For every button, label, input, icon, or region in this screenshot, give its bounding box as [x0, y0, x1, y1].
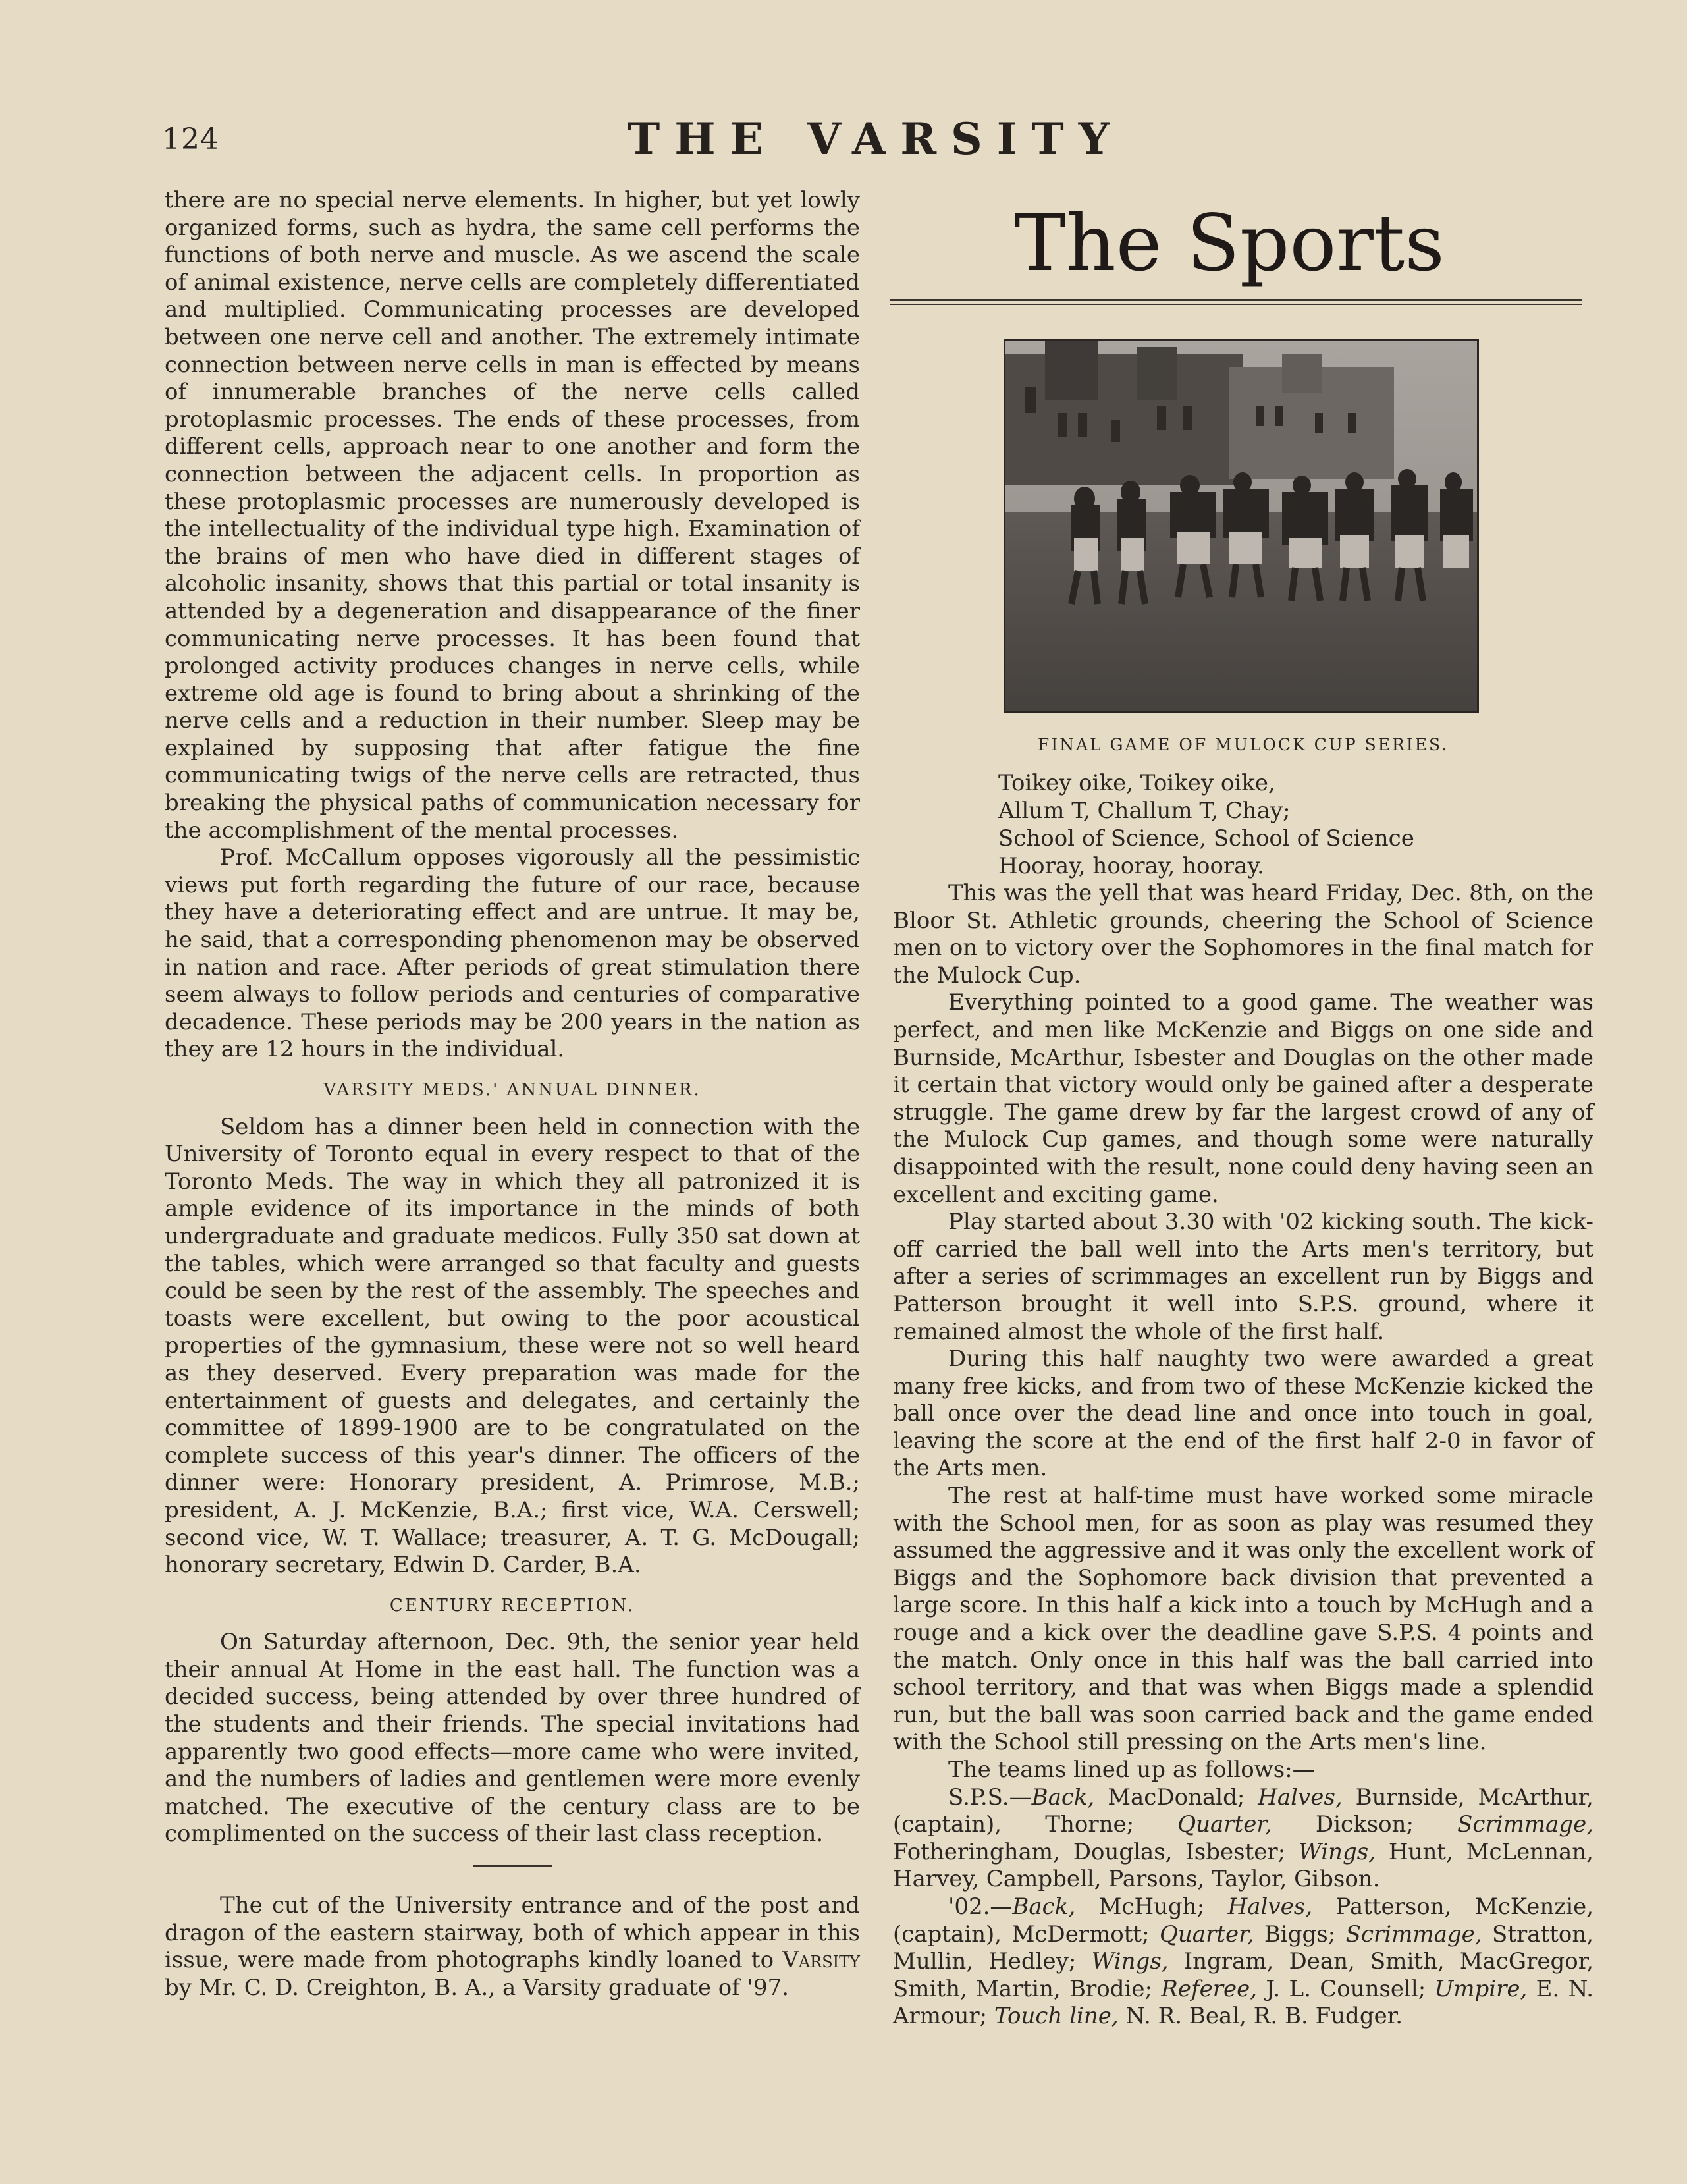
yell-line: Allum T, Challum T, Chay;	[998, 798, 1291, 824]
official-names: N. R. Beal, R. B. Fudger.	[1125, 2003, 1403, 2030]
position-label: Wings,	[1298, 1838, 1376, 1865]
o2-lineup	[893, 1894, 1593, 2031]
player-names: Fotheringham, Douglas, Isbester;	[893, 1838, 1286, 1865]
position-label: Scrimmage,	[1345, 1921, 1482, 1948]
player-names: Stratton, Mullin, Hedley;	[893, 1921, 1594, 1975]
article-paragraph: The rest at half-time must have worked some miracle with the School men, for as soon as play was resumed they assumed the aggressive and it was only the excellent work of Biggs and the Sophomore back division that prevented a large score. In this half a kick into a touch by McHugh and a rouge and a kick over the deadline gave S.P.S. 4 points and the match. Only once in this half was the ball carried into school territory, and that was when Biggs made a splendid run, but the ball was soon carried back and the game ended with the School still pressing on the Arts men's line.	[893, 1483, 1593, 1756]
player-names: Biggs;	[1264, 1921, 1336, 1948]
position-label: Back,	[1012, 1893, 1076, 1920]
official-names: J. L. Counsell;	[1266, 1975, 1426, 2002]
article-paragraph: During this half naughty two were awarded a great many free kicks, and from two of these McKenzie kicked the ball once over the dead line and once into touch in goal, leaving the score at the end of the first half 2-0 in favor of the Arts men.	[893, 1346, 1593, 1482]
player-names: McHugh;	[1098, 1893, 1205, 1920]
note-text: by Mr. C. D. Creighton, B. A., a Varsity graduate of '97.	[165, 1974, 790, 2001]
sports-title-rule	[890, 299, 1582, 305]
article-paragraph: This was the yell that was heard Friday, Dec. 8th, on the Bloor St. Athletic grounds, cheering the School of Science men on to victory over the Sophomores in the final match for the Mulock Cup.	[893, 880, 1593, 989]
player-names: Burnside, McArthur, (captain), Thorne;	[893, 1784, 1593, 1838]
page-number: 124	[162, 123, 219, 156]
school-yell	[998, 769, 1414, 880]
article-paragraph	[165, 1892, 860, 2002]
section-heading-century-reception: CENTURY RECEPTION.	[389, 1595, 635, 1616]
position-label: Quarter,	[1160, 1921, 1254, 1948]
varsity-name: Varsity	[782, 1947, 860, 1974]
official-label: Umpire,	[1434, 1975, 1528, 2002]
article-paragraph: there are no special nerve elements. In higher, but yet lowly organized forms, such as hydra, the same cell performs the functions of both nerve and muscle. As we ascend the scale of animal existence, nerve cells are completely differentiated and multiplied. Communicating processes are developed between one nerve cell and another. The extremely intimate connection between nerve cells in man is effected by means of innumerable branches of the nerve cells called protoplasmic processes. The ends of these processes, from different cells, approach near to one another and form the connection between the adjacent cells. In proportion as these protoplasmic processes are numerously developed is the intellectuality of the individual type high. Examination of the brains of men who have died in different stages of alcoholic insanity, shows that this partial or total insanity is attended by a degeneration and disappearance of the finer communicating nerve processes. It has been found that prolonged activity produces changes in nerve cells, while extreme old age is found to bring about a shrinking of the nerve cells and a reduction in their number. Sleep may be explained by supposing that after fatigue the fine communicating twigs of the nerve cells are retracted, thus breaking the physical paths of communication necessary for the accomplishment of the mental processes.	[165, 187, 860, 844]
article-paragraph: On Saturday afternoon, Dec. 9th, the senior year held their annual At Home in the east hall. The function was a decided success, being attended by over three hundred of the students and their friends. The special invitations had apparently two good effects—more came who were invited, and the numbers of ladies and gentlemen were more evenly matched. The executive of the century class are to be complimented on the success of their last class reception.	[165, 1629, 860, 1847]
yell-line: School of Science, School of Science	[998, 825, 1414, 852]
article-paragraph: Prof. McCallum opposes vigorously all the pessimistic views put forth regarding the future of our race, because they have a deteriorating effect and are untrue. It may be, he said, that a corresponding phenomenon may be observed in nation and race. After periods of great stimulation there seem always to follow periods and centuries of comparative decadence. These periods may be 200 years in the nation as they are 12 hours in the individual.	[165, 844, 860, 1063]
position-label: Halves,	[1227, 1893, 1313, 1920]
left-column	[165, 187, 860, 2002]
yell-line: Hooray, hooray, hooray.	[998, 853, 1264, 879]
article-paragraph: Everything pointed to a good game. The weather was perfect, and men like McKenzie and Biggs on one side and Burnside, McArthur, Isbester and Douglas on the other made it certain that victory would only be gained after a desperate struggle. The game drew by far the largest crowd of any of the Mulock Cup games, and though some were naturally disappointed with the result, none could deny having seen an excellent and exciting game.	[893, 989, 1593, 1208]
yell-line: Toikey oike, Toikey oike,	[998, 770, 1275, 796]
right-column	[893, 880, 1593, 2031]
position-label: Wings,	[1091, 1948, 1169, 1975]
sps-lineup	[893, 1784, 1593, 1894]
position-label: Back,	[1031, 1784, 1095, 1811]
article-paragraph: The teams lined up as follows:—	[948, 1757, 1315, 1783]
player-names: Patterson, McKenzie, (captain), McDermott;	[893, 1893, 1594, 1948]
official-names: E. N. Armour;	[893, 1975, 1594, 2030]
photo-caption: FINAL GAME OF MULOCK CUP SERIES.	[1037, 735, 1449, 754]
masthead-title: THE VARSITY	[628, 113, 1124, 165]
team-lead: S.P.S.—	[948, 1784, 1032, 1811]
section-heading-meds-dinner: VARSITY MEDS.' ANNUAL DINNER.	[323, 1080, 701, 1100]
position-label: Halves,	[1258, 1784, 1343, 1811]
position-label: Scrimmage,	[1457, 1811, 1594, 1838]
player-names: Dickson;	[1315, 1811, 1414, 1838]
section-divider	[473, 1865, 552, 1867]
player-names: Ingram, Dean, Smith, MacGregor, Smith, Martin, Brodie;	[893, 1948, 1594, 2002]
football-photo	[1004, 339, 1479, 713]
player-names: Hunt, McLennan, Harvey, Campbell, Parsons, Taylor, Gibson.	[893, 1838, 1593, 1893]
sports-section-title: The Sports	[1014, 198, 1445, 288]
official-label: Touch line,	[994, 2003, 1119, 2030]
team-lead: '02.—	[948, 1893, 1013, 1920]
position-label: Quarter,	[1177, 1811, 1272, 1838]
note-text: The cut of the University entrance and of the post and dragon of the eastern stairway, both of which appear in this issue, were made from photographs kindly loaned to	[165, 1892, 860, 1974]
football-photo-image	[1005, 341, 1477, 711]
article-paragraph: Seldom has a dinner been held in connection with the University of Toronto equal in every respect to that of the Toronto Meds. The way in which they all patronized it is ample evidence of its importance in the minds of both undergraduate and graduate medicos. Fully 350 sat down at the tables, which were arranged so that faculty and guests could be seen by the rest of the assembly. The speeches and toasts were excellent, but owing to the poor acoustical properties of the gymnasium, these were not so well heard as they deserved. Every preparation was made for the entertainment of guests and delegates, and certainly the committee of 1899-1900 are to be congratulated on the complete success of this year's dinner. The officers of the dinner were: Honorary president, A. Primrose, M.B.; president, A. J. McKenzie, B.A.; first vice, W.A. Cerswell; second vice, W. T. Wallace; treasurer, A. T. G. McDougall; honorary secretary, Edwin D. Carder, B.A.	[165, 1113, 860, 1579]
player-names: MacDonald;	[1108, 1784, 1245, 1811]
article-paragraph: Play started about 3.30 with '02 kicking south. The kick-off carried the ball well into the Arts men's territory, but after a series of scrimmages an excellent run by Biggs and Patterson brought it well into S.P.S. ground, where it remained almost the whole of the first half.	[893, 1209, 1593, 1345]
official-label: Referee,	[1161, 1975, 1258, 2002]
